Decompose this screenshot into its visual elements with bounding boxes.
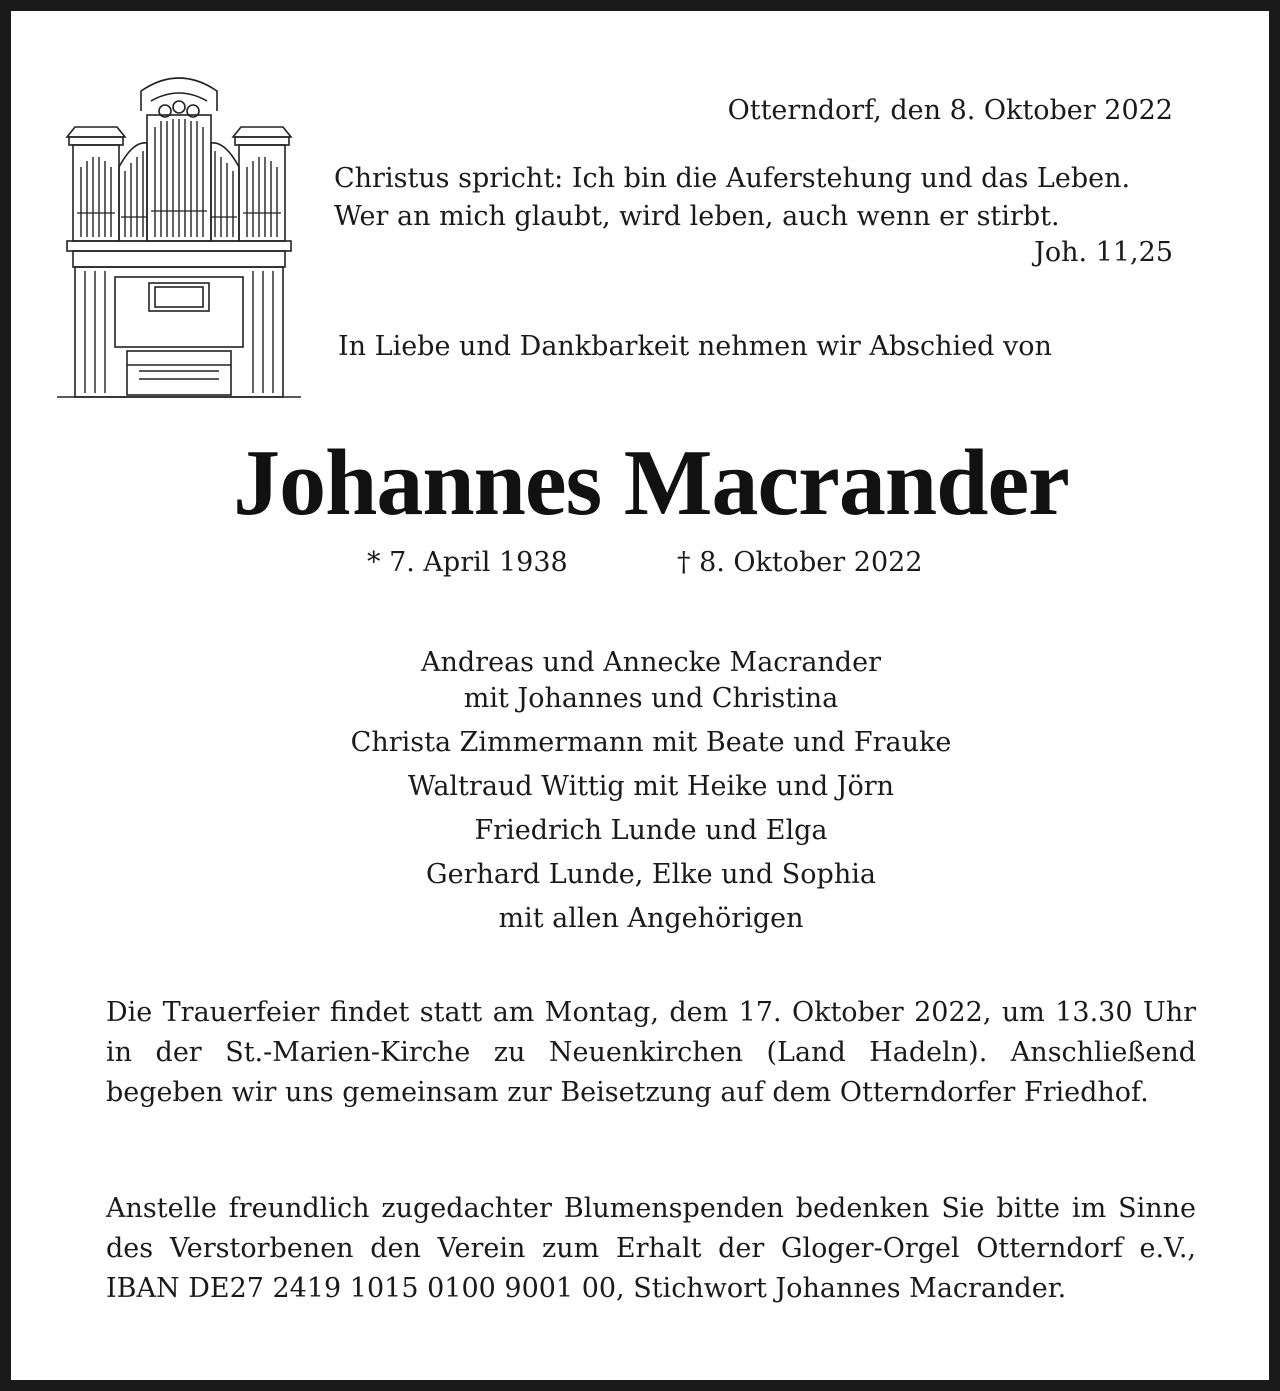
deceased-name: Johannes Macrander: [233, 431, 1069, 535]
organ-icon: [55, 71, 303, 401]
place-date: Otterndorf, den 8. Oktober 2022: [727, 95, 1173, 126]
mourner-line: mit allen Angehörigen: [498, 903, 804, 934]
verse-line-1: Christus spricht: Ich bin die Auferstehung und das Leben.: [334, 163, 1131, 194]
donation-info: Anstelle freundlich zugedachter Blumenspenden bedenken Sie bitte im Sinne des Verstorbenen den Verein zum Erhalt der Gloger-Orgel Otterndorf e.V., IBAN DE27 2419 1015 0100 9001 00, Stichwort Johannes Macrander.: [106, 1193, 1196, 1304]
mourners-list: [11, 645, 1280, 937]
mourner-line: mit Johannes und Christina: [463, 683, 839, 714]
verse-reference: Joh. 11,25: [1034, 237, 1173, 268]
verse-line-2: Wer an mich glaubt, wird leben, auch wenn er stirbt.: [334, 201, 1060, 232]
mourner-line: Gerhard Lunde, Elke und Sophia: [426, 859, 876, 890]
mourner-line: Christa Zimmermann mit Beate und Frauke: [350, 727, 952, 758]
mourner-line: Friedrich Lunde und Elga: [474, 815, 828, 846]
farewell-intro: In Liebe und Dankbarkeit nehmen wir Abschied von: [338, 331, 1052, 362]
death-date: † 8. Oktober 2022: [677, 547, 923, 578]
mourner-line: Waltraud Wittig mit Heike und Jörn: [407, 771, 895, 802]
funeral-info: Die Trauerfeier findet statt am Montag, dem 17. Oktober 2022, um 13.30 Uhr in der St.-Marien-Kirche zu Neuenkirchen (Land Hadeln). Anschließend begeben wir uns gemeinsam zur Beisetzung auf dem Otterndorfer Friedhof.: [106, 997, 1196, 1108]
birth-date: * 7. April 1938: [367, 547, 568, 578]
mourner-line: Andreas und Annecke Macrander: [421, 647, 881, 678]
